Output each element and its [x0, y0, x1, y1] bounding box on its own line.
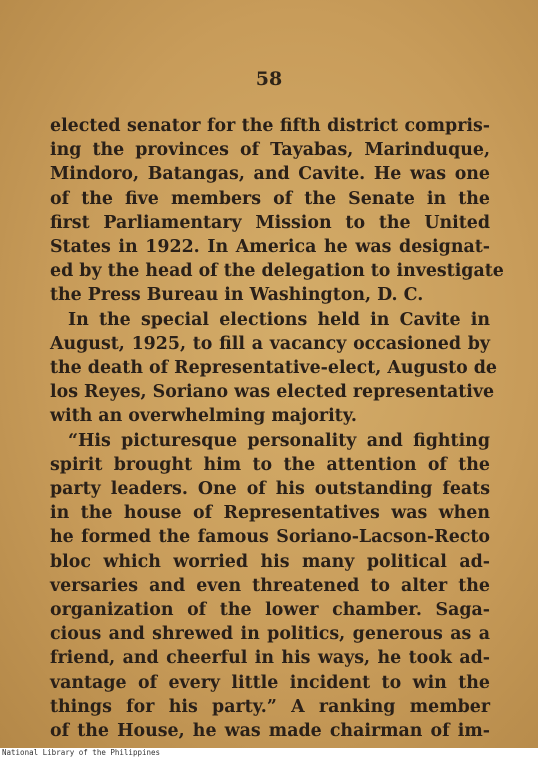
text-line: bloc which worried his many political ad-: [50, 551, 490, 572]
text-line: cious and shrewed in politics, generous as a: [50, 624, 490, 645]
text-line: of the House, he was made chairman of im-: [50, 721, 490, 742]
text-line: ed by the head of the delegation to investigate: [50, 261, 504, 282]
text-line: in the house of Representatives was when: [50, 503, 490, 524]
text-line: friend, and cheerful in his ways, he took ad-: [50, 648, 490, 669]
page-number: 58: [255, 68, 283, 90]
text-line: vantage of every little incident to win the: [50, 672, 490, 693]
text-line: “His picturesque personality and fighting: [68, 430, 490, 451]
text-line: party leaders. One of his outstanding feats: [50, 479, 490, 500]
text-line: he formed the famous Soriano-Lacson-Recto: [50, 527, 490, 548]
text-line: States in 1922. In America he was designat-: [50, 237, 490, 258]
text-line: of the five members of the Senate in the: [50, 188, 490, 209]
text-line: In the special elections held in Cavite in: [68, 309, 490, 330]
text-line: the death of Representative-elect, Augusto de: [50, 358, 497, 379]
body-text: [50, 114, 504, 743]
footer-bar: [0, 748, 538, 758]
text-line: first Parliamentary Mission to the United: [50, 212, 490, 233]
footer-credit: National Library of the Philippines: [2, 748, 161, 757]
text-line: Mindoro, Batangas, and Cavite. He was one: [50, 164, 490, 185]
text-line: things for his party.” A ranking member: [50, 696, 490, 717]
text-line: los Reyes, Soriano was elected representative: [50, 382, 495, 403]
text-line: ing the provinces of Tayabas, Marinduque,: [50, 140, 490, 161]
text-line: versaries and even threatened to alter the: [50, 575, 490, 596]
text-line: August, 1925, to fill a vacancy occasioned by: [50, 333, 490, 354]
text-line: organization of the lower chamber. Saga-: [50, 600, 490, 621]
text-line: spirit brought him to the attention of the: [50, 454, 490, 475]
text-line: elected senator for the fifth district compris-: [50, 116, 490, 136]
text-line: the Press Bureau in Washington, D. C.: [50, 285, 424, 306]
text-line: with an overwhelming majority.: [50, 406, 357, 427]
